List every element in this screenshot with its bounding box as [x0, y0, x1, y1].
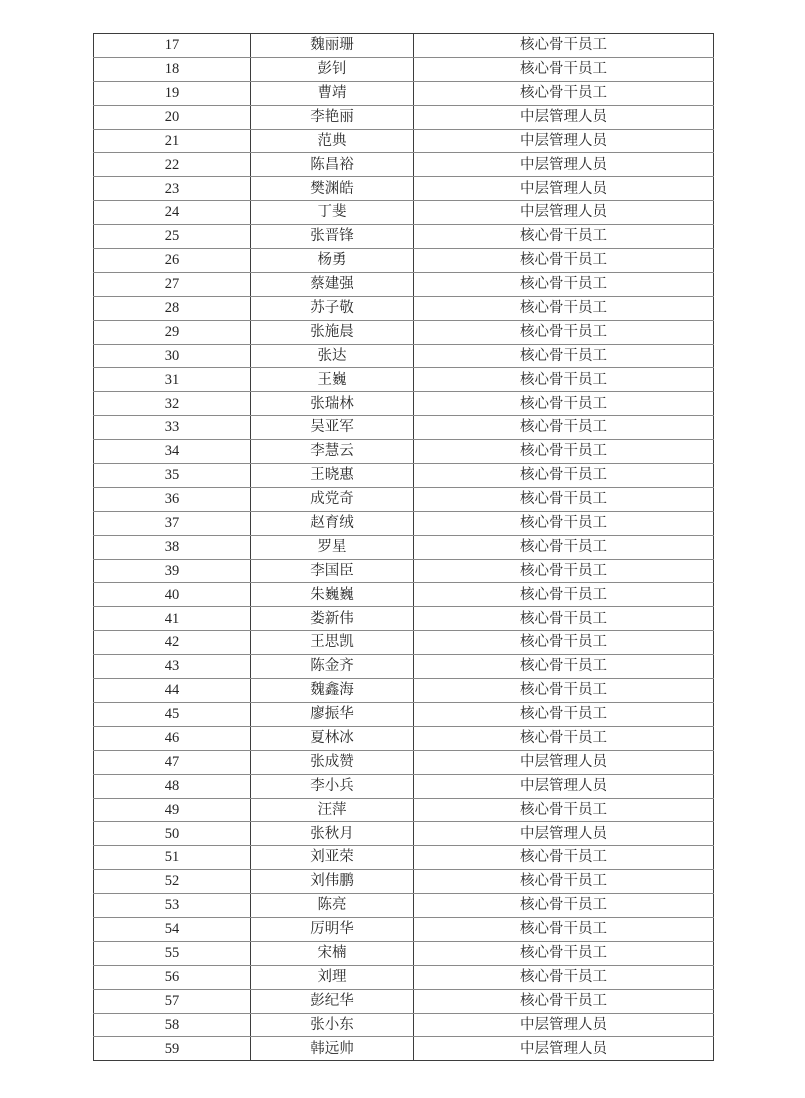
table-row: [94, 487, 714, 511]
employee-name-cell: 张小东: [251, 1013, 414, 1037]
personnel-roster-table: [93, 33, 714, 1061]
personnel-category-cell: 核心骨干员工: [414, 702, 714, 726]
table-row: [94, 583, 714, 607]
table-row: [94, 798, 714, 822]
table-row: [94, 965, 714, 989]
serial-number-cell: 39: [94, 559, 251, 583]
personnel-category-cell: 中层管理人员: [414, 129, 714, 153]
personnel-category-cell: 核心骨干员工: [414, 655, 714, 679]
serial-number-cell: 35: [94, 464, 251, 488]
serial-number-cell: 45: [94, 702, 251, 726]
employee-name-cell: 曹靖: [251, 81, 414, 105]
personnel-category-cell: 核心骨干员工: [414, 894, 714, 918]
table-row: [94, 894, 714, 918]
serial-number-cell: 23: [94, 177, 251, 201]
personnel-category-cell: 中层管理人员: [414, 153, 714, 177]
employee-name-cell: 蔡建强: [251, 272, 414, 296]
personnel-category-cell: 核心骨干员工: [414, 965, 714, 989]
table-row: [94, 344, 714, 368]
personnel-category-cell: 中层管理人员: [414, 177, 714, 201]
table-row: [94, 249, 714, 273]
employee-name-cell: 丁斐: [251, 201, 414, 225]
personnel-category-cell: 核心骨干员工: [414, 631, 714, 655]
personnel-category-cell: 核心骨干员工: [414, 344, 714, 368]
serial-number-cell: 30: [94, 344, 251, 368]
table-row: [94, 1013, 714, 1037]
table-row: [94, 440, 714, 464]
table-row: [94, 917, 714, 941]
serial-number-cell: 34: [94, 440, 251, 464]
employee-name-cell: 朱巍巍: [251, 583, 414, 607]
personnel-category-cell: 核心骨干员工: [414, 511, 714, 535]
personnel-category-cell: 中层管理人员: [414, 201, 714, 225]
table-row: [94, 726, 714, 750]
personnel-category-cell: 核心骨干员工: [414, 583, 714, 607]
serial-number-cell: 36: [94, 487, 251, 511]
table-row: [94, 368, 714, 392]
table-row: [94, 81, 714, 105]
serial-number-cell: 42: [94, 631, 251, 655]
personnel-category-cell: 中层管理人员: [414, 105, 714, 129]
employee-name-cell: 赵育绒: [251, 511, 414, 535]
personnel-category-cell: 中层管理人员: [414, 1037, 714, 1061]
table-row: [94, 1037, 714, 1061]
employee-name-cell: 刘亚荣: [251, 846, 414, 870]
serial-number-cell: 53: [94, 894, 251, 918]
personnel-category-cell: 核心骨干员工: [414, 535, 714, 559]
serial-number-cell: 56: [94, 965, 251, 989]
employee-name-cell: 樊渊皓: [251, 177, 414, 201]
employee-name-cell: 夏林冰: [251, 726, 414, 750]
serial-number-cell: 43: [94, 655, 251, 679]
employee-name-cell: 罗星: [251, 535, 414, 559]
personnel-category-cell: 核心骨干员工: [414, 249, 714, 273]
employee-name-cell: 张施晨: [251, 320, 414, 344]
employee-name-cell: 王思凯: [251, 631, 414, 655]
serial-number-cell: 32: [94, 392, 251, 416]
serial-number-cell: 18: [94, 57, 251, 81]
employee-name-cell: 魏鑫海: [251, 679, 414, 703]
personnel-category-cell: 中层管理人员: [414, 774, 714, 798]
serial-number-cell: 28: [94, 296, 251, 320]
personnel-category-cell: 核心骨干员工: [414, 487, 714, 511]
employee-name-cell: 吴亚军: [251, 416, 414, 440]
employee-name-cell: 王巍: [251, 368, 414, 392]
serial-number-cell: 54: [94, 917, 251, 941]
employee-name-cell: 陈亮: [251, 894, 414, 918]
serial-number-cell: 21: [94, 129, 251, 153]
serial-number-cell: 48: [94, 774, 251, 798]
serial-number-cell: 22: [94, 153, 251, 177]
personnel-category-cell: 核心骨干员工: [414, 320, 714, 344]
table-row: [94, 320, 714, 344]
serial-number-cell: 46: [94, 726, 251, 750]
employee-name-cell: 韩远帅: [251, 1037, 414, 1061]
table-row: [94, 822, 714, 846]
personnel-category-cell: 核心骨干员工: [414, 846, 714, 870]
serial-number-cell: 33: [94, 416, 251, 440]
table-row: [94, 679, 714, 703]
personnel-category-cell: 核心骨干员工: [414, 798, 714, 822]
personnel-category-cell: 核心骨干员工: [414, 57, 714, 81]
personnel-category-cell: 核心骨干员工: [414, 870, 714, 894]
employee-name-cell: 成党奇: [251, 487, 414, 511]
personnel-category-cell: 核心骨干员工: [414, 917, 714, 941]
personnel-category-cell: 核心骨干员工: [414, 272, 714, 296]
personnel-category-cell: 核心骨干员工: [414, 225, 714, 249]
employee-name-cell: 彭钊: [251, 57, 414, 81]
serial-number-cell: 44: [94, 679, 251, 703]
table-row: [94, 129, 714, 153]
table-row: [94, 464, 714, 488]
personnel-category-cell: 核心骨干员工: [414, 464, 714, 488]
serial-number-cell: 57: [94, 989, 251, 1013]
personnel-category-cell: 中层管理人员: [414, 750, 714, 774]
employee-name-cell: 范典: [251, 129, 414, 153]
personnel-category-cell: 核心骨干员工: [414, 440, 714, 464]
employee-name-cell: 厉明华: [251, 917, 414, 941]
serial-number-cell: 27: [94, 272, 251, 296]
serial-number-cell: 52: [94, 870, 251, 894]
personnel-category-cell: 核心骨干员工: [414, 941, 714, 965]
serial-number-cell: 49: [94, 798, 251, 822]
employee-name-cell: 张成赞: [251, 750, 414, 774]
employee-name-cell: 刘伟鹏: [251, 870, 414, 894]
table-row: [94, 57, 714, 81]
table-row: [94, 511, 714, 535]
personnel-category-cell: 核心骨干员工: [414, 989, 714, 1013]
table-row: [94, 750, 714, 774]
table-row: [94, 535, 714, 559]
serial-number-cell: 47: [94, 750, 251, 774]
personnel-category-cell: 核心骨干员工: [414, 607, 714, 631]
table-row: [94, 177, 714, 201]
serial-number-cell: 29: [94, 320, 251, 344]
table-row: [94, 416, 714, 440]
serial-number-cell: 59: [94, 1037, 251, 1061]
serial-number-cell: 55: [94, 941, 251, 965]
employee-name-cell: 刘理: [251, 965, 414, 989]
serial-number-cell: 20: [94, 105, 251, 129]
personnel-category-cell: 核心骨干员工: [414, 34, 714, 58]
personnel-category-cell: 核心骨干员工: [414, 392, 714, 416]
serial-number-cell: 25: [94, 225, 251, 249]
serial-number-cell: 41: [94, 607, 251, 631]
table-row: [94, 870, 714, 894]
personnel-category-cell: 中层管理人员: [414, 822, 714, 846]
table-row: [94, 153, 714, 177]
table-row: [94, 655, 714, 679]
serial-number-cell: 24: [94, 201, 251, 225]
table-row: [94, 702, 714, 726]
serial-number-cell: 50: [94, 822, 251, 846]
table-row: [94, 225, 714, 249]
employee-name-cell: 娄新伟: [251, 607, 414, 631]
table-row: [94, 34, 714, 58]
employee-name-cell: 王晓惠: [251, 464, 414, 488]
employee-name-cell: 李艳丽: [251, 105, 414, 129]
serial-number-cell: 17: [94, 34, 251, 58]
table-row: [94, 774, 714, 798]
serial-number-cell: 40: [94, 583, 251, 607]
table-row: [94, 941, 714, 965]
table-row: [94, 296, 714, 320]
employee-name-cell: 彭纪华: [251, 989, 414, 1013]
table-row: [94, 607, 714, 631]
personnel-category-cell: 中层管理人员: [414, 1013, 714, 1037]
personnel-category-cell: 核心骨干员工: [414, 296, 714, 320]
serial-number-cell: 26: [94, 249, 251, 273]
employee-name-cell: 杨勇: [251, 249, 414, 273]
employee-name-cell: 张达: [251, 344, 414, 368]
serial-number-cell: 51: [94, 846, 251, 870]
serial-number-cell: 58: [94, 1013, 251, 1037]
employee-name-cell: 宋楠: [251, 941, 414, 965]
employee-name-cell: 苏子敬: [251, 296, 414, 320]
employee-name-cell: 张瑞林: [251, 392, 414, 416]
table-row: [94, 846, 714, 870]
table-row: [94, 989, 714, 1013]
personnel-category-cell: 核心骨干员工: [414, 368, 714, 392]
table-row: [94, 272, 714, 296]
table-row: [94, 392, 714, 416]
employee-name-cell: 陈金齐: [251, 655, 414, 679]
table-row: [94, 201, 714, 225]
table-row: [94, 559, 714, 583]
employee-name-cell: 李小兵: [251, 774, 414, 798]
employee-name-cell: 李国臣: [251, 559, 414, 583]
personnel-category-cell: 核心骨干员工: [414, 679, 714, 703]
employee-name-cell: 李慧云: [251, 440, 414, 464]
employee-name-cell: 张晋锋: [251, 225, 414, 249]
table-row: [94, 105, 714, 129]
employee-name-cell: 张秋月: [251, 822, 414, 846]
employee-name-cell: 陈昌裕: [251, 153, 414, 177]
serial-number-cell: 31: [94, 368, 251, 392]
personnel-category-cell: 核心骨干员工: [414, 81, 714, 105]
personnel-roster-body: [94, 34, 714, 1061]
personnel-category-cell: 核心骨干员工: [414, 726, 714, 750]
employee-name-cell: 汪萍: [251, 798, 414, 822]
serial-number-cell: 19: [94, 81, 251, 105]
employee-name-cell: 廖振华: [251, 702, 414, 726]
serial-number-cell: 37: [94, 511, 251, 535]
personnel-category-cell: 核心骨干员工: [414, 559, 714, 583]
personnel-category-cell: 核心骨干员工: [414, 416, 714, 440]
serial-number-cell: 38: [94, 535, 251, 559]
table-row: [94, 631, 714, 655]
employee-name-cell: 魏丽珊: [251, 34, 414, 58]
